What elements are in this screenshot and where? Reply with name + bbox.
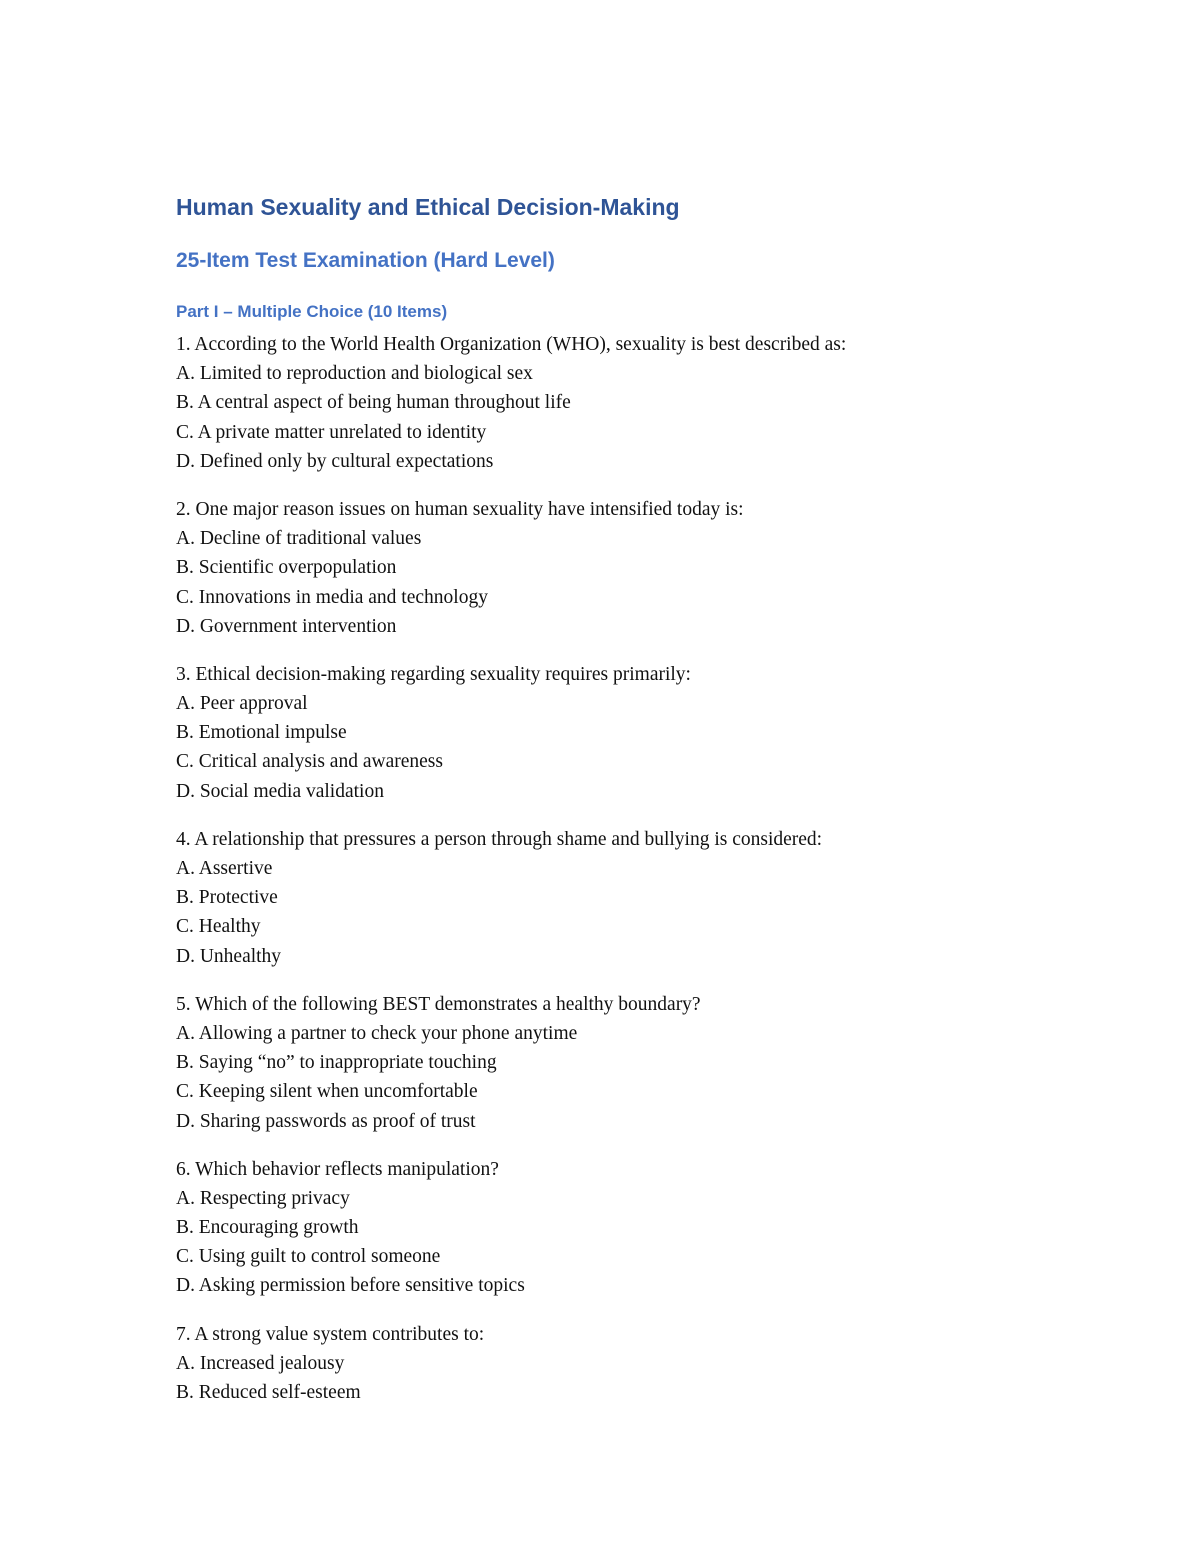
- question-4: [176, 825, 1076, 971]
- answer-option: B. Emotional impulse: [176, 722, 347, 744]
- document-subtitle: 25-Item Test Examination (Hard Level): [176, 249, 555, 272]
- answer-option: C. Keeping silent when uncomfortable: [176, 1081, 478, 1103]
- answer-option: B. Scientific overpopulation: [176, 557, 397, 579]
- question-stem: 3. Ethical decision-making regarding sexuality requires primarily:: [176, 663, 691, 685]
- answer-option: B. Protective: [176, 887, 278, 909]
- answer-option: A. Peer approval: [176, 693, 308, 715]
- answer-option: A. Assertive: [176, 858, 273, 879]
- question-2: [176, 495, 1076, 641]
- answer-option: C. Healthy: [176, 916, 261, 938]
- document-body: [176, 190, 1076, 1407]
- question-6: [176, 1155, 1076, 1301]
- question-5: [176, 990, 1076, 1136]
- answer-option: C. Innovations in media and technology: [176, 586, 488, 608]
- question-3: [176, 660, 1076, 806]
- answer-option: C. Using guilt to control someone: [176, 1246, 441, 1268]
- document-title: Human Sexuality and Ethical Decision-Making: [176, 194, 680, 220]
- question-stem: 1. According to the World Health Organization (WHO), sexuality is best described as:: [176, 334, 847, 355]
- answer-option: B. Encouraging growth: [176, 1217, 359, 1239]
- question-stem: 6. Which behavior reflects manipulation?: [176, 1158, 499, 1180]
- answer-option: D. Government intervention: [176, 615, 397, 637]
- answer-option: D. Defined only by cultural expectations: [176, 450, 494, 472]
- question-stem: 5. Which of the following BEST demonstrates a healthy boundary?: [176, 993, 701, 1015]
- question-stem: 7. A strong value system contributes to:: [176, 1323, 485, 1345]
- answer-option: D. Sharing passwords as proof of trust: [176, 1110, 476, 1132]
- answer-option: D. Social media validation: [176, 780, 384, 802]
- question-stem: 2. One major reason issues on human sexuality have intensified today is:: [176, 498, 744, 520]
- answer-option: A. Respecting privacy: [176, 1187, 350, 1209]
- answer-option: A. Allowing a partner to check your phone anytime: [176, 1022, 578, 1044]
- answer-option: B. A central aspect of being human throughout life: [176, 392, 571, 414]
- answer-option: A. Increased jealousy: [176, 1352, 345, 1374]
- question-stem: 4. A relationship that pressures a person through shame and bullying is considered:: [176, 828, 823, 850]
- answer-option: C. A private matter unrelated to identity: [176, 421, 487, 443]
- answer-option: A. Decline of traditional values: [176, 528, 422, 550]
- answer-option: B. Reduced self-esteem: [176, 1382, 361, 1403]
- question-1: [176, 330, 1076, 476]
- answer-option: C. Critical analysis and awareness: [176, 751, 443, 773]
- answer-option: A. Limited to reproduction and biological sex: [176, 363, 533, 385]
- part-heading: Part I – Multiple Choice (10 Items): [176, 302, 448, 321]
- question-7: [176, 1320, 1076, 1408]
- answer-option: B. Saying “no” to inappropriate touching: [176, 1052, 497, 1074]
- answer-option: D. Asking permission before sensitive topics: [176, 1275, 525, 1297]
- answer-option: D. Unhealthy: [176, 945, 282, 967]
